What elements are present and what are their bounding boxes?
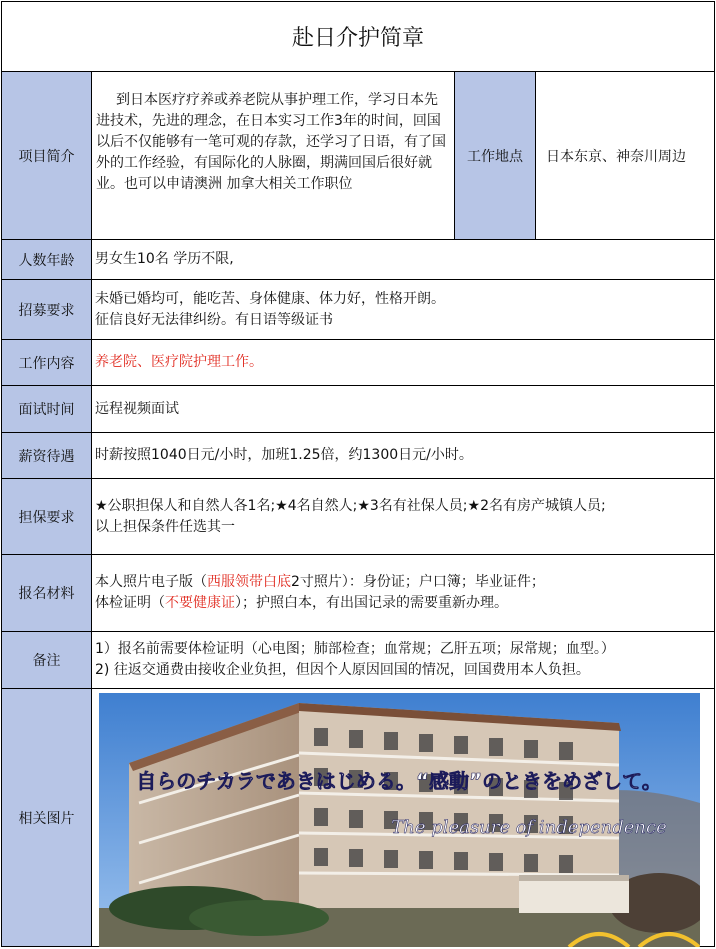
notes-row <box>2 632 714 689</box>
guarantee-label: 担保要求 <box>2 479 92 554</box>
age-value: 男女生10名 学历不限, <box>95 251 234 267</box>
interview-value: 远程视频面试 <box>95 400 179 417</box>
interview-label: 面试时间 <box>2 386 92 432</box>
salary-row <box>2 433 714 479</box>
recruitment-sheet <box>1 1 715 947</box>
recruit-label: 招募要求 <box>2 280 92 339</box>
salary-value: 时薪按照1040日元/小时，加班1.25倍，约1300日元/小时。 <box>95 447 473 463</box>
intro-label: 项目简介 <box>2 72 92 239</box>
photo-slogan: 自らのチカラであきはじめる。“感動”のときをめざして。 <box>136 769 662 793</box>
page-title: 赴日介护简章 <box>2 2 714 72</box>
building-photo <box>99 693 700 947</box>
guarantee-row <box>2 479 714 555</box>
recruit-row <box>2 280 714 340</box>
age-row <box>2 240 714 280</box>
materials-line-2: 体检证明（不要健康证）；护照白本，有出国记录的需要重新办理。 <box>95 595 508 611</box>
intro-row <box>2 72 714 240</box>
work-location-value: 日本东京、神奈川周边 <box>546 148 686 165</box>
guarantee-line-1: ★公职担保人和自然人各1名;★4名自然人;★3名有社保人员;★2名有房产城镇人员; <box>95 497 606 514</box>
materials-row <box>2 555 714 632</box>
notes-label: 备注 <box>2 632 92 688</box>
materials-label: 报名材料 <box>2 555 92 631</box>
notes-line-2: 2) 往返交通费由接收企业负担，但因个人原因回国的情况，回国费用本人负担。 <box>95 662 590 678</box>
interview-row <box>2 386 714 433</box>
photo-label: 相关图片 <box>2 689 92 946</box>
age-label: 人数年龄 <box>2 240 92 279</box>
intro-text: 到日本医疗疗养或养老院从事护理工作，学习日本先进技术，先进的理念，在日本实习工作3年的时间，回国以后不仅能够有一笔可观的存款，还学习了日语，有了国外的工作经验，有国际化的人脉圈，期满回国后很好就业。也可以申请澳洲 加拿大相关工作职位 <box>96 92 446 192</box>
guarantee-line-2: 以上担保条件任选其一 <box>95 518 235 535</box>
content-label: 工作内容 <box>2 340 92 385</box>
recruit-line-2: 征信良好无法律纠纷。有日语等级证书 <box>95 311 333 328</box>
work-location-label: 工作地点 <box>454 72 536 239</box>
salary-label: 薪资待遇 <box>2 433 92 478</box>
content-row <box>2 340 714 386</box>
recruit-line-1: 未婚已婚均可，能吃苦、身体健康、体力好，性格开朗。 <box>95 290 445 307</box>
materials-line-1: 本人照片电子版（西服领带白底2寸照片）：身份证；户口簿；毕业证件； <box>95 574 545 590</box>
notes-line-1: 1）报名前需要体检证明（心电图；肺部检查；血常规；乙肝五项；尿常规；血型。） <box>95 641 615 657</box>
photo-row <box>2 689 714 946</box>
content-value: 养老院、医疗院护理工作。 <box>95 354 263 370</box>
photo-tagline: The pleasure of independence <box>391 817 667 838</box>
